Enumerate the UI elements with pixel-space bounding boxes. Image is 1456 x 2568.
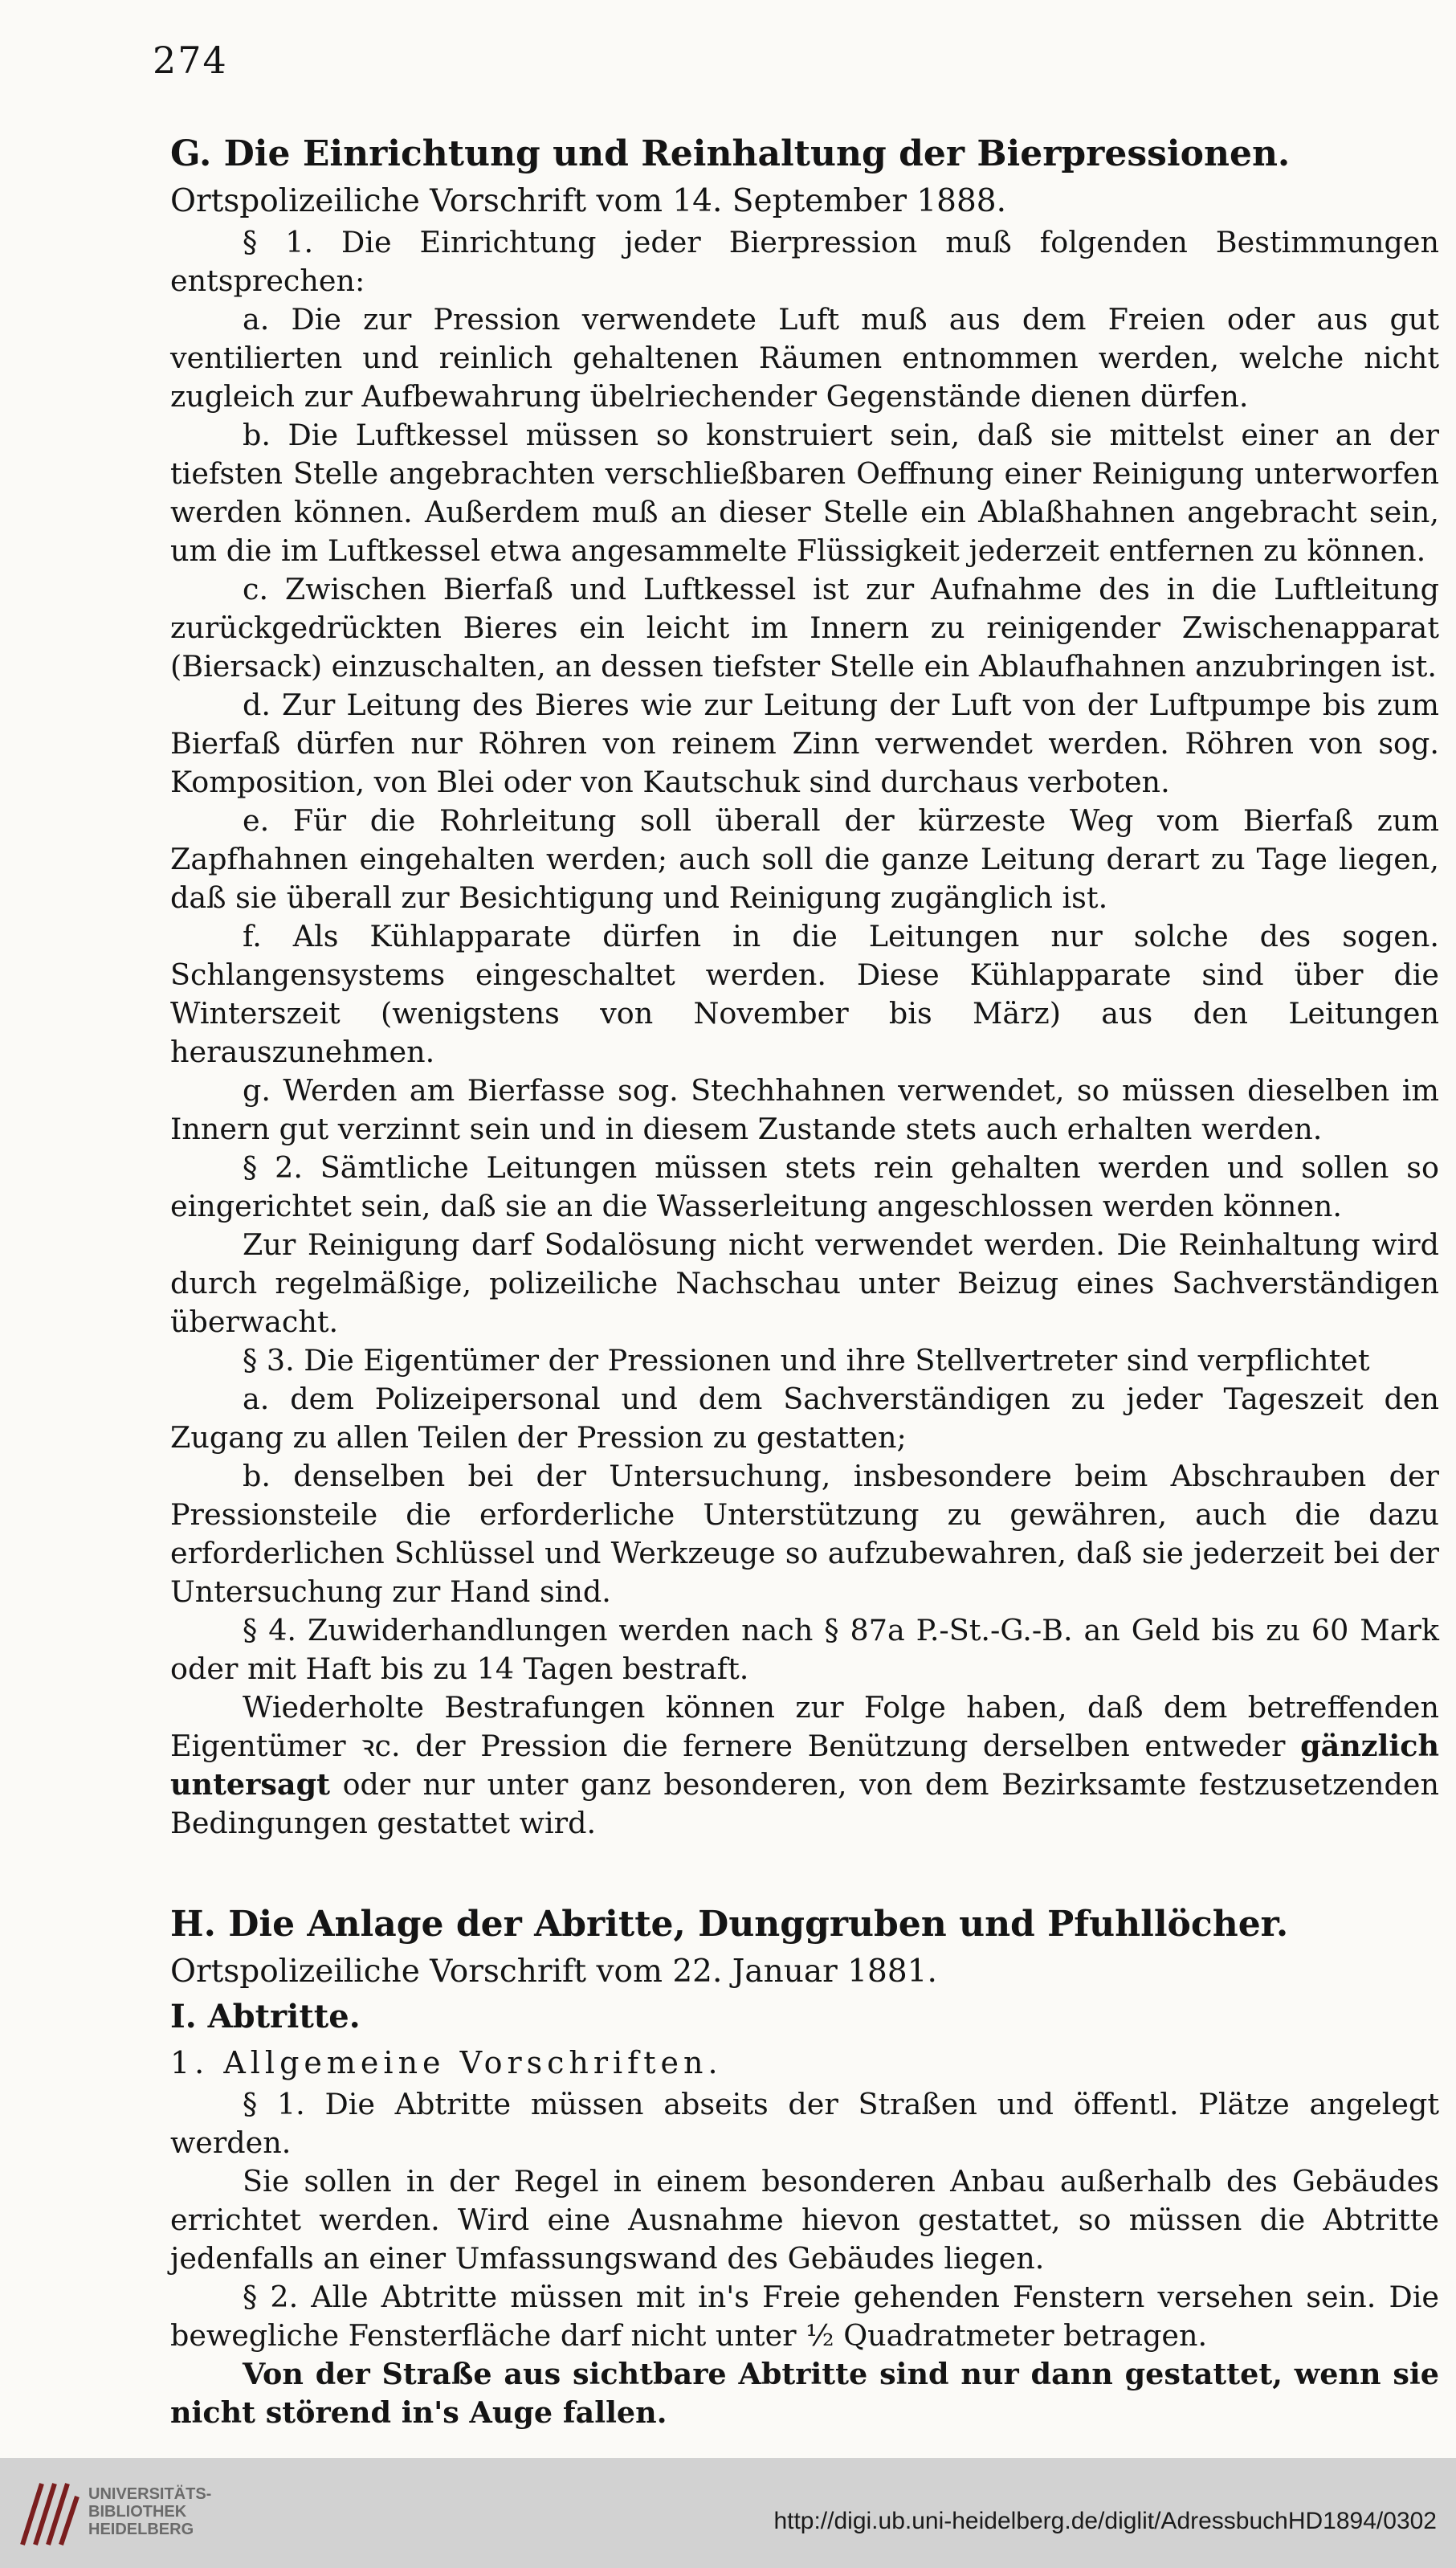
paragraph-text: Wiederholte Bestrafungen können zur Folge haben, daß dem betreffenden Eigentümer ꝛc. der Pression die fernere Benützung derselben entweder xyxy=(170,1690,1439,1763)
paragraph: § 1. Die Einrichtung jeder Bierpression muß folgenden Bestimmungen entsprechen: xyxy=(170,225,1439,298)
paragraph: b. denselben bei der Untersuchung, insbesondere beim Abschrauben der Pressionsteile die erforderliche Unterstützung zu gewähren, auch die dazu erforderlichen Schlüssel und Werkzeuge so aufzubewahren, daß sie jederzeit bei der Untersuchung zur Hand sind. xyxy=(170,1459,1439,1609)
source-url-link[interactable]: http://digi.ub.uni-heidelberg.de/diglit/AdressbuchHD1894/0302 xyxy=(773,2508,1437,2534)
paragraph: § 4. Zuwiderhandlungen werden nach § 87a P.-St.-G.-B. an Geld bis zu 60 Mark oder mit Haft bis zu 14 Tagen bestraft. xyxy=(170,1613,1439,1686)
paragraph: Sie sollen in der Regel in einem besonderen Anbau außerhalb des Gebäudes errichtet werden. Wird eine Ausnahme hievon gestattet, so müssen die Abtritte jedenfalls an einer Umfassungswand des Gebäudes liegen. xyxy=(170,2164,1439,2276)
part-title: I. Abtritte. xyxy=(170,1998,361,2035)
paragraph-text: oder nur unter ganz besonderen, von dem Bezirksamte festzusetzenden Bedingungen gestattet wird. xyxy=(170,1767,1439,1840)
document-body xyxy=(170,129,1439,2432)
paragraph: d. Zur Leitung des Bieres wie zur Leitung der Luft von der Luftpumpe bis zum Bierfaß dürfen nur Röhren von reinem Zinn verwendet werden. Röhren von sog. Komposition, von Blei oder von Kautschuk sind durchaus verboten. xyxy=(170,688,1439,799)
paragraph: e. Für die Rohrleitung soll überall der kürzeste Weg vom Bierfaß zum Zapfhahnen eingehalten werden; auch soll die ganze Leitung derart zu Tage liegen, daß sie überall zur Besichtigung und Reinigung zugänglich ist. xyxy=(170,803,1439,915)
logo-line: UNIVERSITÄTS- xyxy=(88,2485,212,2503)
paragraph: f. Als Kühlapparate dürfen in die Leitungen nur solche des sogen. Schlangensystems eingeschaltet werden. Diese Kühlapparate sind über die Winterszeit (wenigstens von November bis März) aus den Leitungen herauszunehmen. xyxy=(170,919,1439,1069)
university-library-logo-icon xyxy=(18,2477,82,2550)
paragraph: § 3. Die Eigentümer der Pressionen und ihre Stellvertreter sind verpflichtet xyxy=(243,1343,1370,1378)
paragraph: b. Die Luftkessel müssen so konstruiert sein, daß sie mittelst einer an der tiefsten Stelle angebrachten verschließbaren Oeffnung einer Reinigung unterworfen werden können. Außerdem muß an dieser Stelle ein Ablaßhahnen angebracht sein, um die im Luftkessel etwa angesammelte Flüssigkeit jederzeit entfernen zu können. xyxy=(170,418,1439,568)
paragraph: c. Zwischen Bierfaß und Luftkessel ist zur Aufnahme des in die Luftleitung zurückgedrückten Bieres ein leicht im Innern zu reinigender Zwischenapparat (Biersack) einzuschalten, an dessen tiefster Stelle ein Ablaufhahnen anzubringen ist. xyxy=(170,572,1439,684)
paragraph: a. dem Polizeipersonal und dem Sachverständigen zu jeder Tageszeit den Zugang zu allen Teilen der Pression zu gestatten; xyxy=(170,1382,1439,1455)
paragraph: Zur Reinigung darf Sodalösung nicht verwendet werden. Die Reinhaltung wird durch regelmäßige, polizeiliche Nachschau unter Beizug eines Sachverständigen überwacht. xyxy=(170,1227,1439,1339)
logo-line: BIBLIOTHEK xyxy=(88,2503,187,2521)
section-g-subtitle: Ortspolizeiliche Vorschrift vom 14. September 1888. xyxy=(170,183,1007,219)
paragraph: g. Werden am Bierfasse sog. Stechhahnen verwendet, so müssen dieselben im Innern gut verzinnt sein und in diesem Zustande stets auch erhalten werden. xyxy=(170,1073,1439,1146)
section-spacer xyxy=(170,1843,1439,1899)
page-number: 274 xyxy=(153,39,228,82)
paragraph: § 1. Die Abtritte müssen abseits der Straßen und öffentl. Plätze angelegt werden. xyxy=(170,2087,1439,2160)
section-g-title: G. Die Einrichtung und Reinhaltung der Bierpressionen. xyxy=(170,133,1291,174)
logo-line: HEIDELBERG xyxy=(88,2521,194,2538)
paragraph: § 2. Alle Abtritte müssen mit in's Freie gehenden Fenstern versehen sein. Die bewegliche Fensterfläche darf nicht unter ½ Quadratmeter betragen. xyxy=(170,2280,1439,2353)
sub-part-title: 1. Allgemeine Vorschriften. xyxy=(170,2045,723,2080)
library-logo-text xyxy=(88,2485,211,2538)
paragraph: a. Die zur Pression verwendete Luft muß aus dem Freien oder aus gut ventilierten und reinlich gehaltenen Räumen entnommen werden, welche nicht zugleich zur Aufbewahrung übelriechender Gegenstände dienen dürfen. xyxy=(170,302,1439,414)
paragraph: Von der Straße aus sichtbare Abtritte sind nur dann gestattet, wenn sie nicht störend in's Auge fallen. xyxy=(170,2357,1439,2430)
emphasis-text: gänzlich untersagt xyxy=(170,1729,1439,1802)
section-h-subtitle: Ortspolizeiliche Vorschrift vom 22. Januar 1881. xyxy=(170,1954,937,1990)
paragraph: § 2. Sämtliche Leitungen müssen stets rein gehalten werden und sollen so eingerichtet sein, daß sie an die Wasserleitung angeschlossen werden können. xyxy=(170,1150,1439,1223)
section-h-title: H. Die Anlage der Abritte, Dunggruben und Pfuhllöcher. xyxy=(170,1904,1289,1945)
paragraph xyxy=(170,1688,1439,1843)
footer-bar xyxy=(0,2458,1456,2568)
